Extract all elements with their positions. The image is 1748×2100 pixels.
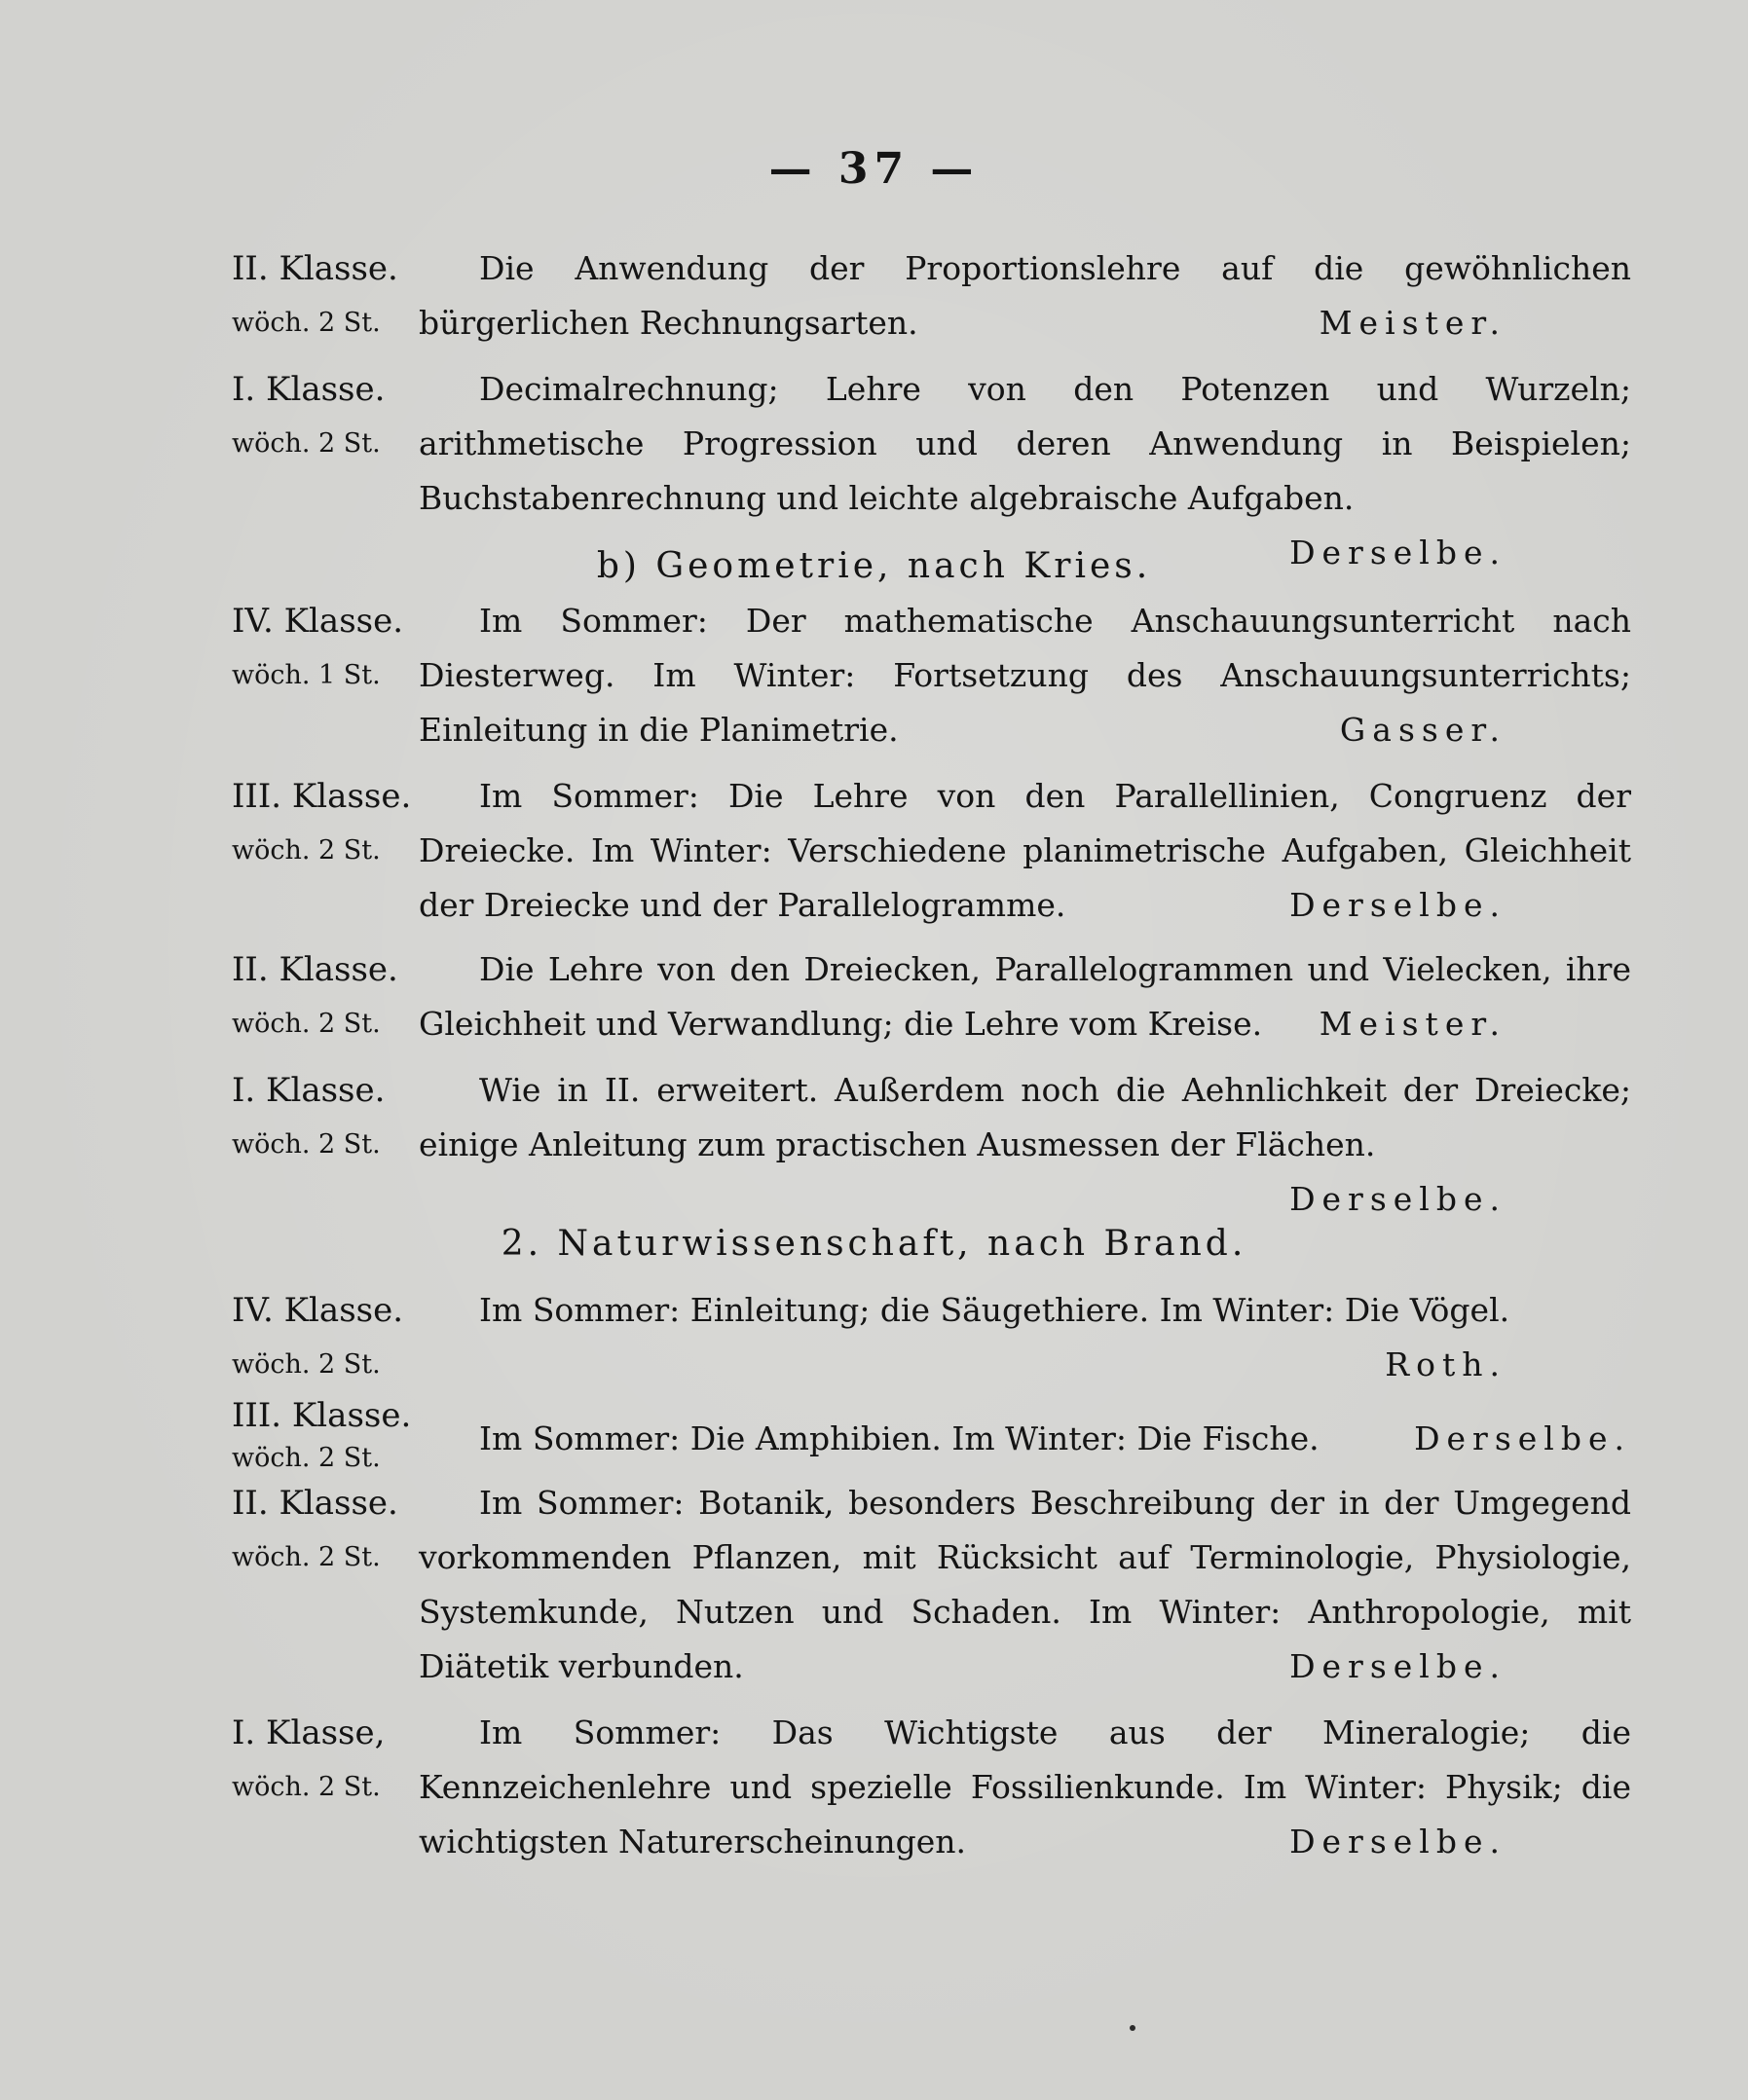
- weekly-hours-label: wöch. 2 St.: [232, 1009, 381, 1039]
- entry-description: [419, 594, 1631, 757]
- entry-description: [419, 769, 1631, 933]
- class-label: I. Klasse.: [232, 1071, 386, 1110]
- teacher-name: Derselbe.: [1289, 1180, 1506, 1218]
- entry-class-info: [232, 1476, 417, 1585]
- entry-text: Im Sommer: Das Wichtigste aus der Mineralogie; die Kennzeichenlehre und spezielle Fossilienkunde. Im Winter: Physik; die wichtigsten Naturerscheinungen.: [419, 1713, 1631, 1861]
- entry-text: Decimalrechnung; Lehre von den Potenzen und Wurzeln; arithmetische Progression und deren Anwendung in Beispielen; Buchstabenrechnung und leichte algebraische Aufgaben.: [419, 370, 1631, 517]
- weekly-hours-label: wöch. 2 St.: [232, 1129, 381, 1160]
- entry-class-info: [232, 241, 417, 350]
- class-label: I. Klasse.: [232, 370, 386, 409]
- section-heading-geometrie: b) Geometrie, nach Kries.: [596, 546, 1152, 586]
- entry-class-info: [232, 769, 417, 878]
- class-label: III. Klasse.: [232, 777, 412, 816]
- page-number: — 37 —: [768, 144, 980, 194]
- weekly-hours-label: wöch. 2 St.: [232, 1542, 381, 1572]
- class-label: III. Klasse.: [232, 1396, 412, 1435]
- entry-class-info: [232, 1063, 417, 1172]
- teacher-name: Derselbe.: [1414, 1419, 1631, 1457]
- entry-text: Die Lehre von den Dreiecken, Parallelogrammen und Vielecken, ihre Gleichheit und Verwandlung; die Lehre vom Kreise.: [419, 950, 1631, 1043]
- entry-description: [419, 1283, 1631, 1392]
- entry-text: Im Sommer: Die Amphibien. Im Winter: Die Fische.: [479, 1419, 1320, 1457]
- entry-text: Im Sommer: Der mathematische Anschauungsunterricht nach Diesterweg. Im Winter: Fortsetzung des Anschauungsunterrichts; Einleitung in die Planimetrie.: [419, 602, 1631, 749]
- print-speck: [1130, 2025, 1135, 2031]
- entry-description: [419, 1063, 1631, 1227]
- entry-class-info: [232, 942, 417, 1051]
- entry-class-info: [232, 1394, 417, 1480]
- weekly-hours-label: wöch. 2 St.: [232, 1443, 381, 1473]
- entry-description: [419, 1412, 1631, 1466]
- teacher-name: Derselbe.: [1289, 1823, 1506, 1861]
- teacher-name: Meister.: [1319, 1005, 1506, 1043]
- teacher-name: Derselbe.: [1289, 534, 1506, 571]
- entry-class-info: [232, 1283, 417, 1392]
- weekly-hours-label: wöch. 2 St.: [232, 1772, 381, 1802]
- class-label: II. Klasse.: [232, 950, 398, 989]
- weekly-hours-label: wöch. 2 St.: [232, 428, 381, 459]
- class-label: IV. Klasse.: [232, 1291, 404, 1330]
- teacher-name: Derselbe.: [1289, 886, 1506, 924]
- entry-description: [419, 241, 1631, 350]
- entry-text: Im Sommer: Botanik, besonders Beschreibung der in der Umgegend vorkommenden Pflanzen, mit Rücksicht auf Terminologie, Physiologie, Systemkunde, Nutzen und Schaden. Im Winter: Anthropologie, mit Diätetik verbunden.: [419, 1484, 1631, 1685]
- entry-description: [419, 1476, 1631, 1694]
- entry-description: [419, 1706, 1631, 1869]
- entry-class-info: [232, 1706, 417, 1815]
- weekly-hours-label: wöch. 2 St.: [232, 835, 381, 866]
- class-label: II. Klasse.: [232, 1484, 398, 1523]
- teacher-name: Meister.: [1319, 304, 1506, 342]
- entry-text: Die Anwendung der Proportionslehre auf die gewöhnlichen bürgerlichen Rechnungsarten.: [419, 249, 1631, 342]
- entry-class-info: [232, 362, 417, 471]
- class-label: IV. Klasse.: [232, 602, 404, 641]
- weekly-hours-label: wöch. 2 St.: [232, 308, 381, 338]
- section-heading-naturwissenschaft: 2. Naturwissenschaft, nach Brand.: [501, 1224, 1247, 1264]
- teacher-name: Gasser.: [1339, 711, 1506, 749]
- class-label: I. Klasse,: [232, 1713, 386, 1752]
- entry-description: [419, 942, 1631, 1051]
- entry-text: Im Sommer: Die Lehre von den Parallellinien, Congruenz der Dreiecke. Im Winter: Verschiedene planimetrische Aufgaben, Gleichheit der Dreiecke und der Parallelogramme.: [419, 777, 1631, 924]
- weekly-hours-label: wöch. 2 St.: [232, 1349, 381, 1380]
- weekly-hours-label: wöch. 1 St.: [232, 660, 381, 690]
- entry-text: Im Sommer: Einleitung; die Säugethiere. Im Winter: Die Vögel.: [479, 1291, 1510, 1329]
- teacher-name: Roth.: [1385, 1345, 1506, 1383]
- teacher-name: Derselbe.: [1289, 1647, 1506, 1685]
- entry-class-info: [232, 594, 417, 703]
- entry-text: Wie in II. erweitert. Außerdem noch die Aehnlichkeit der Dreiecke; einige Anleitung zum practischen Ausmessen der Flächen.: [419, 1071, 1631, 1163]
- class-label: II. Klasse.: [232, 249, 398, 288]
